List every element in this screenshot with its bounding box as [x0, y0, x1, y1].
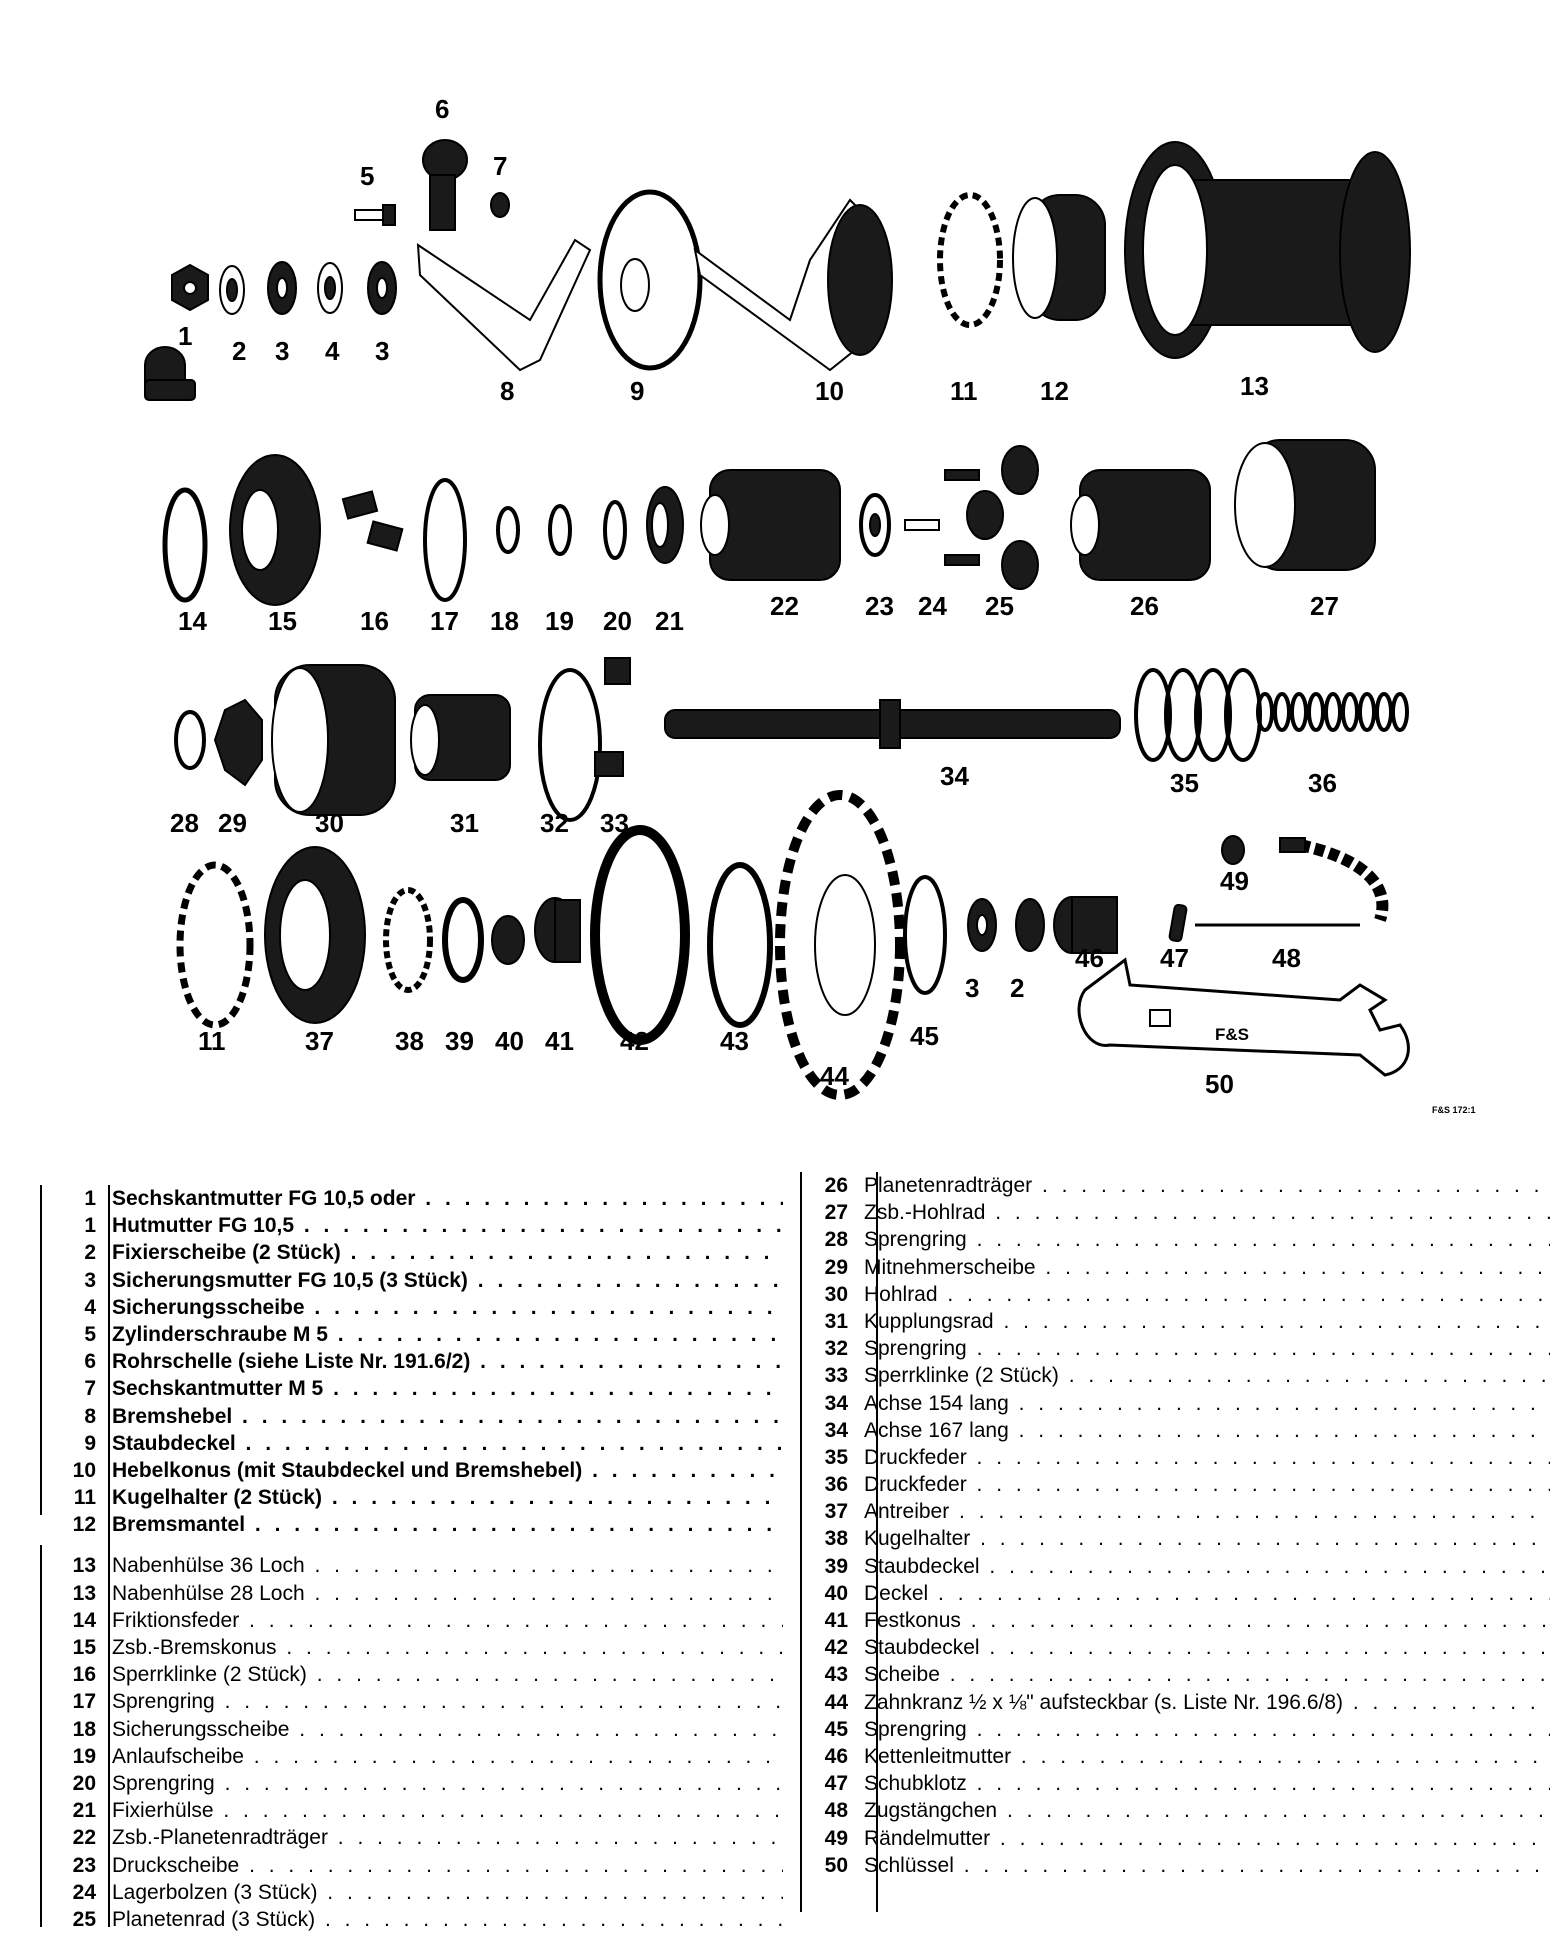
part-number: 36: [824, 1473, 848, 1497]
part-number: 11: [73, 1486, 96, 1510]
part-description: Nabenhülse 36 Loch . . .: [112, 1552, 783, 1579]
part-4-lock-washer: [318, 263, 342, 313]
part-number: 16: [72, 1663, 96, 1687]
part-label: 40: [495, 1026, 524, 1056]
part-number: 29: [824, 1255, 848, 1279]
parts-list-row: [38, 1797, 783, 1824]
part-18-lock-washer: [498, 508, 518, 552]
part-number: 12: [72, 1513, 96, 1537]
part-12-brake-shell: [1013, 195, 1105, 320]
part-number: 9: [84, 1431, 96, 1455]
part-description: Friktionsfeder . . .: [112, 1607, 783, 1634]
part-number: 13: [72, 1554, 96, 1578]
part-25-planet-gears: [967, 446, 1038, 589]
parts-list-row: [790, 1444, 1550, 1471]
part-number: 32: [824, 1337, 848, 1361]
part-43-washer: [710, 865, 770, 1025]
parts-list-row: [38, 1580, 783, 1607]
parts-list-row: [790, 1281, 1550, 1308]
part-number: 6: [84, 1350, 96, 1374]
part-number: 37: [824, 1500, 848, 1524]
part-27-ring-gear-assembly: [1235, 440, 1375, 570]
parts-list-row: [790, 1634, 1550, 1661]
part-5-screw: [355, 205, 395, 225]
part-description: Staubdeckel . . .: [864, 1634, 1550, 1661]
parts-list-row: [38, 1457, 783, 1484]
part-number: 45: [824, 1717, 848, 1741]
part-description: Druckfeder . . .: [864, 1444, 1550, 1471]
parts-list-row: [38, 1552, 783, 1579]
part-42-dust-cap: [595, 830, 685, 1040]
part-10-lever-cone: [695, 200, 892, 370]
part-label: 7: [493, 151, 508, 181]
part-13-hub-shell: [1125, 142, 1410, 358]
part-number: 15: [72, 1636, 96, 1659]
part-label: 25: [985, 591, 1014, 621]
part-label: 30: [315, 808, 344, 838]
part-description: Sprengring . . .: [112, 1770, 783, 1797]
parts-list-row: [38, 1824, 783, 1851]
part-number: 19: [72, 1744, 96, 1768]
part-label: 11: [950, 376, 978, 406]
part-26-planet-carrier: [1071, 470, 1210, 580]
part-label: 16: [360, 606, 389, 636]
parts-list-row: [38, 1321, 783, 1348]
parts-list-row: [790, 1417, 1550, 1444]
parts-list-row: [790, 1226, 1550, 1253]
part-number: 3: [84, 1268, 96, 1292]
part-description: Fixierhülse . . .: [112, 1797, 783, 1824]
part-number: 46: [824, 1744, 848, 1768]
part-description: Sechskantmutter FG 10,5 oder . . .: [112, 1185, 783, 1212]
part-number: 10: [72, 1458, 96, 1482]
part-description: Planetenradträger . . .: [864, 1172, 1550, 1199]
part-32-snap-ring: [540, 670, 600, 820]
parts-list-row: [790, 1362, 1550, 1389]
part-description: Deckel . . .: [864, 1580, 1550, 1607]
part-label: 37: [305, 1026, 334, 1056]
part-20-snap-ring: [605, 502, 625, 558]
part-description: Druckfeder . . .: [864, 1471, 1550, 1498]
part-9-dust-cap: [600, 192, 700, 368]
part-label: 48: [1272, 943, 1301, 973]
parts-list-row: [790, 1825, 1550, 1852]
part-2b-washer: [1016, 899, 1044, 951]
part-31-clutch-gear: [411, 695, 510, 780]
part-11-ball-retainer: [940, 195, 1000, 325]
part-number: 21: [72, 1799, 96, 1823]
parts-list-row: [38, 1716, 783, 1743]
part-label: 9: [630, 376, 645, 406]
part-47-push-block: [1169, 904, 1187, 942]
part-34-axle: [665, 700, 1120, 748]
parts-list-row: [790, 1471, 1550, 1498]
part-number: 50: [824, 1853, 848, 1877]
parts-list-row: [38, 1348, 783, 1375]
part-description: Planetenrad (3 Stück) . . .: [112, 1906, 783, 1933]
part-description: Staubdeckel . . .: [864, 1553, 1550, 1580]
part-description: Kugelhalter (2 Stück) . . .: [112, 1484, 783, 1511]
part-number: 2: [84, 1241, 96, 1265]
figure-code: F&S 172:1: [1432, 1105, 1476, 1115]
part-label: 19: [545, 606, 574, 636]
part-number: 1: [84, 1187, 96, 1210]
parts-list-row: [38, 1743, 783, 1770]
part-number: 18: [72, 1717, 96, 1741]
parts-list-row: [38, 1852, 783, 1879]
part-label: 4: [325, 336, 340, 366]
parts-list-row: [790, 1308, 1550, 1335]
parts-list-row: [38, 1294, 783, 1321]
part-50-wrench: [1079, 960, 1408, 1075]
part-label: 5: [360, 161, 375, 191]
part-number: 44: [824, 1690, 848, 1714]
parts-list-row: [38, 1185, 783, 1212]
part-description: Hutmutter FG 10,5 . . .: [112, 1212, 783, 1239]
part-description: Sprengring . . .: [864, 1716, 1550, 1743]
part-label: 50: [1205, 1069, 1234, 1099]
part-description: Zsb.-Bremskonus . . .: [112, 1634, 783, 1661]
part-label: 8: [500, 376, 515, 406]
part-number: 49: [824, 1826, 848, 1850]
part-8-brake-lever: [418, 240, 590, 370]
parts-list-row: [790, 1390, 1550, 1417]
parts-list-row: [790, 1716, 1550, 1743]
part-description: Rändelmutter . . .: [864, 1825, 1550, 1852]
part-label: 47: [1160, 943, 1189, 973]
part-number: 13: [72, 1581, 96, 1605]
part-1-cap-nut: [145, 347, 195, 400]
part-label: 26: [1130, 591, 1159, 621]
parts-list-row: [790, 1770, 1550, 1797]
part-7-nut: [491, 193, 509, 217]
parts-list-row: [38, 1239, 783, 1266]
part-description: Sicherungsscheibe . . .: [112, 1294, 783, 1321]
part-number: 43: [824, 1663, 848, 1687]
part-label: 29: [218, 808, 247, 838]
parts-list-row: [38, 1770, 783, 1797]
part-number: 8: [84, 1404, 96, 1428]
parts-list-row: [790, 1254, 1550, 1281]
part-label: 21: [655, 606, 684, 636]
part-description: Sicherungsmutter FG 10,5 (3 Stück) . . .: [112, 1267, 783, 1294]
parts-list-row: [790, 1525, 1550, 1552]
part-label: 1: [178, 321, 193, 351]
part-label: 6: [435, 94, 450, 124]
part-number: 26: [824, 1174, 848, 1197]
part-description: Sprengring . . .: [864, 1226, 1550, 1253]
part-label: 42: [620, 1026, 649, 1056]
parts-list-row: [38, 1906, 783, 1933]
part-label: 45: [910, 1021, 939, 1051]
parts-list-row: [38, 1511, 783, 1538]
part-number: 47: [824, 1772, 848, 1796]
parts-list-row: [790, 1580, 1550, 1607]
part-description: Anlaufscheibe . . .: [112, 1743, 783, 1770]
part-description: Achse 154 lang . . .: [864, 1390, 1550, 1417]
parts-list-row: [790, 1607, 1550, 1634]
parts-list-row: [790, 1797, 1550, 1824]
part-number: 14: [72, 1608, 96, 1632]
part-35-spring: [1136, 670, 1260, 760]
part-label: 27: [1310, 591, 1339, 621]
part-label: 15: [268, 606, 297, 636]
part-33-pawls: [595, 658, 630, 776]
part-15-brake-cone: [230, 455, 320, 605]
part-37-driver: [265, 847, 365, 1023]
part-label: 35: [1170, 768, 1199, 798]
part-number: 20: [72, 1771, 96, 1795]
part-label: 13: [1240, 371, 1269, 401]
part-44-sprocket: [780, 795, 900, 1095]
part-40-cover: [492, 916, 524, 964]
part-number: 48: [824, 1799, 848, 1823]
part-21-fixing-sleeve: [647, 487, 683, 563]
part-number: 5: [84, 1322, 96, 1346]
part-label: 46: [1075, 943, 1104, 973]
part-description: Zahnkranz ½ x ⅛" aufsteckbar (s. Liste Nr. 196.6/8) . . .: [864, 1689, 1550, 1716]
part-description: Kugelhalter . . .: [864, 1525, 1550, 1552]
part-description: Sperrklinke (2 Stück) . . .: [864, 1362, 1550, 1389]
part-17-snap-ring: [425, 480, 465, 600]
parts-list-row: [790, 1852, 1550, 1879]
part-label: 33: [600, 808, 629, 838]
parts-list-row: [790, 1689, 1550, 1716]
part-label: 36: [1308, 768, 1337, 798]
part-19-thrust-washer: [550, 506, 570, 554]
part-description: Schubklotz . . .: [864, 1770, 1550, 1797]
part-label: 32: [540, 808, 569, 838]
part-label: 2: [1010, 973, 1025, 1003]
part-description: Festkonus . . .: [864, 1607, 1550, 1634]
part-39-dust-cap: [445, 900, 481, 980]
part-3c-locknut: [968, 899, 996, 951]
part-label: 3: [275, 336, 290, 366]
part-description: Kettenleitmutter . . .: [864, 1743, 1550, 1770]
part-number: 41: [824, 1609, 848, 1632]
part-description: Sperrklinke (2 Stück) . . .: [112, 1661, 783, 1688]
part-number: 42: [824, 1636, 848, 1660]
parts-list-row: [790, 1498, 1550, 1525]
parts-list-row: [790, 1335, 1550, 1362]
parts-list-row: [38, 1607, 783, 1634]
part-number: 39: [824, 1554, 848, 1578]
part-11b-ball-retainer: [180, 865, 250, 1025]
part-description: Fixierscheibe (2 Stück) . . .: [112, 1239, 783, 1266]
part-number: 24: [72, 1880, 96, 1904]
part-number: 23: [72, 1853, 96, 1877]
parts-list-row: [790, 1172, 1550, 1199]
part-label: 20: [603, 606, 632, 636]
part-number: 40: [824, 1581, 848, 1605]
part-label: 2: [232, 336, 247, 366]
part-label: 22: [770, 591, 799, 621]
part-description: Sechskantmutter M 5 . . .: [112, 1375, 783, 1402]
part-description: Kupplungsrad . . .: [864, 1308, 1550, 1335]
part-description: Schlüssel . . .: [864, 1852, 1550, 1879]
parts-list-row: [790, 1553, 1550, 1580]
parts-list-row: [790, 1199, 1550, 1226]
part-3b-locknut: [368, 262, 396, 314]
part-label: 43: [720, 1026, 749, 1056]
part-41-fixed-cone: [535, 898, 580, 962]
part-6-clamp: [423, 140, 467, 230]
part-description: Zsb.-Planetenradträger . . .: [112, 1824, 783, 1851]
part-number: 31: [824, 1309, 848, 1333]
part-description: Achse 167 lang . . .: [864, 1417, 1550, 1444]
part-label: 28: [170, 808, 199, 838]
part-number: 35: [824, 1445, 848, 1469]
parts-list-row: [38, 1267, 783, 1294]
part-number: 22: [72, 1826, 96, 1850]
part-label: 14: [178, 606, 207, 636]
part-label: 3: [375, 336, 390, 366]
part-description: Zylinderschraube M 5 . . .: [112, 1321, 783, 1348]
part-description: Mitnehmerscheibe . . .: [864, 1254, 1550, 1281]
part-28-snap-ring: [176, 712, 204, 768]
part-38-ball-retainer: [386, 890, 430, 990]
part-description: Bremshebel . . .: [112, 1403, 783, 1430]
part-description: Hohlrad . . .: [864, 1281, 1550, 1308]
part-description: Druckscheibe . . .: [112, 1852, 783, 1879]
part-number: 28: [824, 1228, 848, 1252]
part-description: Zugstängchen . . .: [864, 1797, 1550, 1824]
wrench-brand-text: F&S: [1215, 1025, 1249, 1044]
part-description: Bremsmantel . . .: [112, 1511, 783, 1538]
part-number: 25: [72, 1907, 96, 1931]
part-label: 39: [445, 1026, 474, 1056]
part-description: Nabenhülse 28 Loch . . .: [112, 1580, 783, 1607]
part-label: 24: [918, 591, 947, 621]
parts-list-row: [790, 1743, 1550, 1770]
part-number: 34: [824, 1418, 848, 1442]
part-description: Sicherungsscheibe . . .: [112, 1716, 783, 1743]
part-description: Scheibe . . .: [864, 1661, 1550, 1688]
part-label: 41: [545, 1026, 574, 1056]
part-label: 11: [198, 1026, 226, 1056]
parts-list-row: [38, 1375, 783, 1402]
part-label: 18: [490, 606, 519, 636]
part-label: 10: [815, 376, 844, 406]
part-description: Sprengring . . .: [864, 1335, 1550, 1362]
parts-list-row: [38, 1430, 783, 1457]
part-label: 17: [430, 606, 459, 636]
part-16-pawls: [343, 491, 402, 550]
part-label: 38: [395, 1026, 424, 1056]
part-description: Sprengring . . .: [112, 1688, 783, 1715]
part-3-locknut: [268, 262, 296, 314]
part-45-snap-ring: [905, 877, 945, 993]
part-number: 27: [824, 1201, 848, 1225]
part-number: 1: [84, 1214, 96, 1238]
parts-list-row: [38, 1212, 783, 1239]
part-29-driver-disc: [215, 700, 262, 785]
parts-list-right: [790, 1172, 1550, 1879]
part-49-knurled-nut: [1222, 836, 1244, 864]
part-description: Antreiber . . .: [864, 1498, 1550, 1525]
part-label: 31: [450, 808, 479, 838]
part-number: 33: [824, 1364, 848, 1388]
part-22-planet-carrier: [701, 470, 840, 580]
part-label: 23: [865, 591, 894, 621]
part-2-washer: [220, 266, 244, 314]
part-23-pressure-washer: [861, 495, 889, 555]
part-number: 30: [824, 1282, 848, 1306]
part-label: 44: [820, 1061, 849, 1091]
part-number: 17: [72, 1690, 96, 1714]
part-label: 3: [965, 973, 980, 1003]
parts-list-row: [38, 1403, 783, 1430]
part-14-friction-spring: [165, 490, 205, 600]
parts-list-left: [38, 1185, 783, 1933]
part-label: 34: [940, 761, 969, 791]
part-number: 4: [84, 1295, 96, 1319]
part-label: 49: [1220, 866, 1249, 896]
part-30-ring-gear: [272, 665, 395, 815]
part-number: 38: [824, 1527, 848, 1551]
part-label: 12: [1040, 376, 1069, 406]
parts-list-row: [38, 1661, 783, 1688]
part-1-hex-nut: [172, 265, 208, 310]
part-description: Staubdeckel . . .: [112, 1430, 783, 1457]
part-description: Rohrschelle (siehe Liste Nr. 191.6/2) . . .: [112, 1348, 783, 1375]
part-description: Lagerbolzen (3 Stück) . . .: [112, 1879, 783, 1906]
part-36-spring: [1258, 694, 1407, 730]
parts-list-row: [38, 1484, 783, 1511]
parts-list-row: [38, 1879, 783, 1906]
parts-list-row: [38, 1634, 783, 1661]
part-description: Hebelkonus (mit Staubdeckel und Bremshebel) . . .: [112, 1457, 783, 1484]
part-number: 7: [84, 1377, 96, 1401]
parts-list-row: [790, 1661, 1550, 1688]
part-number: 34: [824, 1391, 848, 1415]
part-description: Zsb.-Hohlrad . . .: [864, 1199, 1550, 1226]
parts-list-row: [38, 1688, 783, 1715]
